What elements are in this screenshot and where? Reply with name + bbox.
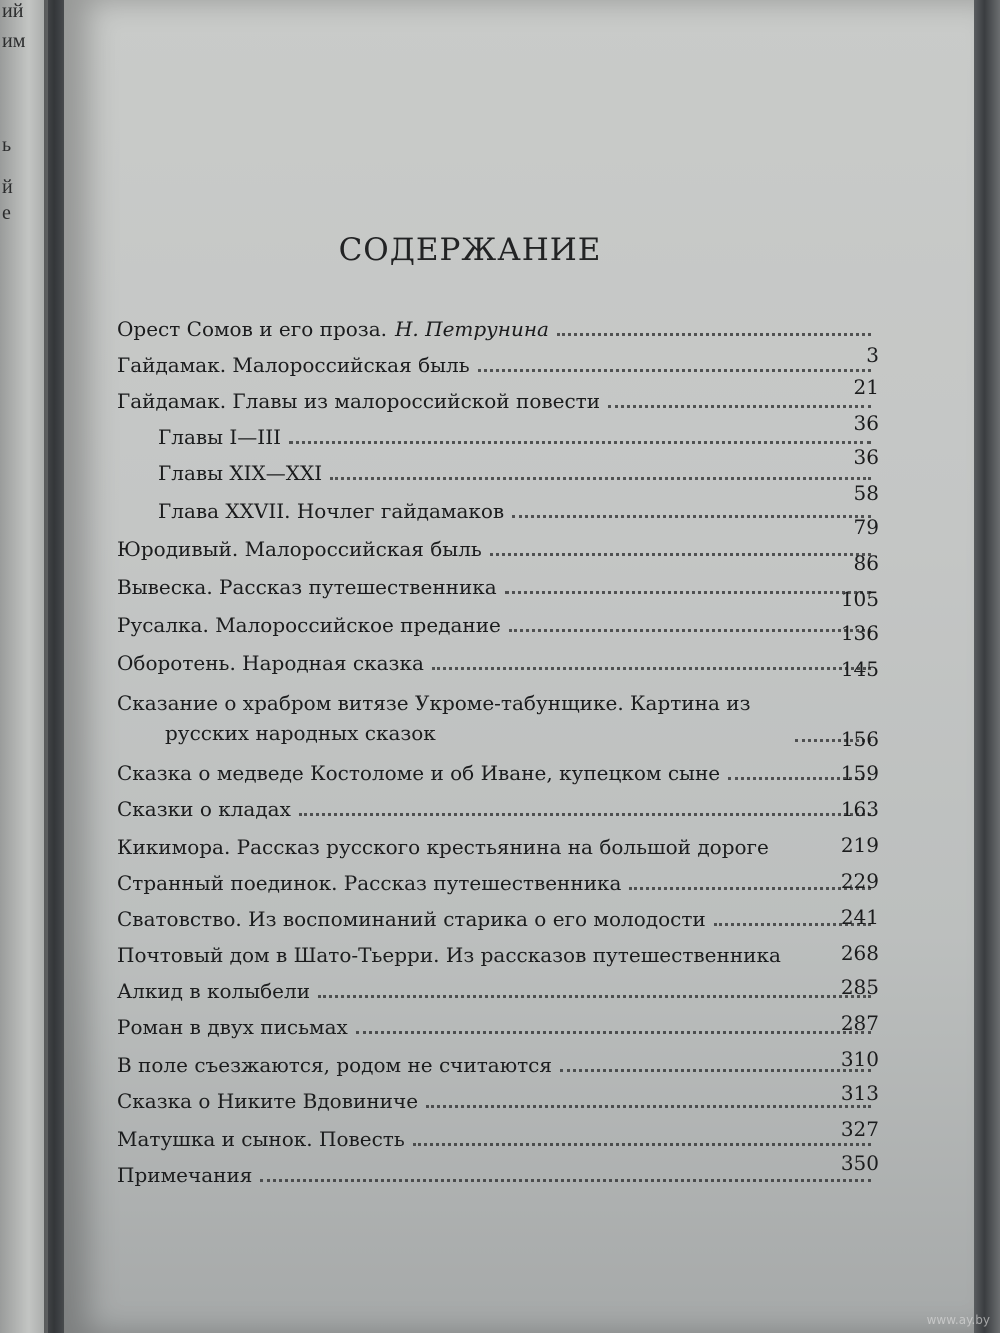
toc-entry-page-row [117, 1080, 877, 1106]
toc-entry-page: 21 [853, 375, 879, 399]
toc-entry-page: 313 [840, 1081, 879, 1105]
toc-entry-page: 241 [840, 905, 879, 929]
toc-entry-page: 310 [840, 1047, 879, 1071]
toc-entry-page: 86 [853, 551, 879, 575]
toc-entry-page: 159 [840, 761, 879, 785]
toc-title: СОДЕРЖАНИЕ [338, 232, 602, 268]
toc-entry-page: 145 [840, 657, 879, 681]
toc-entry-page-row [117, 760, 877, 786]
dot-leader [478, 369, 871, 372]
toc-entry-page-row [117, 832, 877, 858]
toc-entry-title: Сказки о кладах [117, 797, 291, 821]
toc-entry-page-row [117, 1010, 877, 1036]
toc-entry [117, 308, 877, 342]
toc-entry-page-row [117, 1116, 877, 1142]
toc-entry-page: 285 [840, 975, 879, 999]
toc-entry-page: 105 [840, 587, 879, 611]
toc-entry [117, 344, 877, 378]
toc-entry-title: Почтовый дом в Шато-Тьерри. Из рассказов путешественника [117, 943, 781, 967]
dot-leader [557, 333, 871, 336]
toc-entry-page: 136 [840, 621, 879, 645]
toc-entry-title: Роман в двух письмах [117, 1015, 348, 1039]
toc-entry-page-row [117, 1150, 877, 1176]
toc-entry-title: Оборотень. Народная сказка [117, 651, 424, 675]
toc-entry-page-row [117, 868, 877, 894]
toc-entry-page: 229 [840, 869, 879, 893]
toc-entry-title: Сказка о медведе Костоломе и об Иване, купецком сыне [117, 761, 721, 785]
toc-entry-title: Сватовство. Из воспоминаний старика о его молодости [117, 907, 706, 931]
toc-entry-page: 219 [840, 833, 879, 857]
toc-entry-page: 58 [853, 481, 879, 505]
toc-entry-title: Гайдамак. Главы из малороссийской повести [117, 389, 601, 413]
toc-entry-title: Алкид в колыбели [117, 979, 311, 1003]
toc-entry [117, 380, 877, 414]
toc-entry-title: Вывеска. Рассказ путешественника [117, 575, 497, 599]
toc-entry-page: 287 [840, 1011, 879, 1035]
toc-entry-page: 36 [853, 445, 879, 469]
toc-entry-page-row [117, 1046, 877, 1072]
toc-entry-title: Матушка и сынок. Повесть [117, 1127, 405, 1151]
toc-entry-page: 268 [840, 941, 879, 965]
toc-entry-page: 327 [840, 1117, 879, 1141]
watermark: www.ay.by [926, 1313, 990, 1327]
toc-entry-page-row [117, 904, 877, 930]
dot-leader [260, 1179, 871, 1182]
toc-entry-page-row [117, 940, 877, 966]
toc-entry-page-row [117, 656, 877, 682]
dot-leader [608, 405, 871, 408]
left-page-fragment: ь [2, 134, 12, 156]
toc-entry-page: 36 [853, 411, 879, 435]
toc-entry-page-row [117, 726, 877, 752]
left-page-fragment: ий [2, 0, 24, 22]
toc-entry-page-row [117, 796, 877, 822]
toc-entry-title: Странный поединок. Рассказ путешественника [117, 871, 622, 895]
toc-entry-title: Сказка о Никите Вдовиниче [117, 1089, 419, 1113]
toc-entry-title: Русалка. Малороссийское предание [117, 613, 501, 637]
toc-entry-page: 350 [840, 1151, 879, 1175]
toc-entry-title: Орест Сомов и его проза. Н. Петрунина [117, 317, 549, 341]
toc-entry-page: 79 [853, 515, 879, 539]
toc-entry-page-row [117, 974, 877, 1000]
toc-entry-title: Гайдамак. Малороссийская быль [117, 353, 470, 377]
toc-entry-author: Н. Петрунина [394, 317, 549, 341]
toc-entry-title: Главы I—III [158, 425, 282, 449]
toc-entry-page: 163 [840, 797, 879, 821]
toc-entry-page: 3 [866, 343, 879, 367]
dot-leader [413, 1143, 871, 1146]
left-page-fragment: й [2, 176, 13, 198]
left-page-fragment: е [2, 202, 11, 224]
left-page-fragment: им [2, 30, 26, 52]
toc-entry-title: Сказание о храбром витязе Укроме-табунщике. Картина из русских народных сказок [117, 691, 751, 745]
toc-entry-title: Юродивый. Малороссийская быль [117, 537, 482, 561]
toc-entry-title: Кикимора. Рассказ русского крестьянина на большой дороге [117, 835, 769, 859]
toc-entry-title: В поле съезжаются, родом не считаются [117, 1053, 552, 1077]
toc-entry-title: Главы XIX—XXI [158, 461, 323, 485]
toc-entry-title: Примечания [117, 1163, 253, 1187]
toc-entry-page: 156 [840, 727, 879, 751]
toc-entry-title: Глава XXVII. Ночлег гайдамаков [158, 499, 505, 523]
